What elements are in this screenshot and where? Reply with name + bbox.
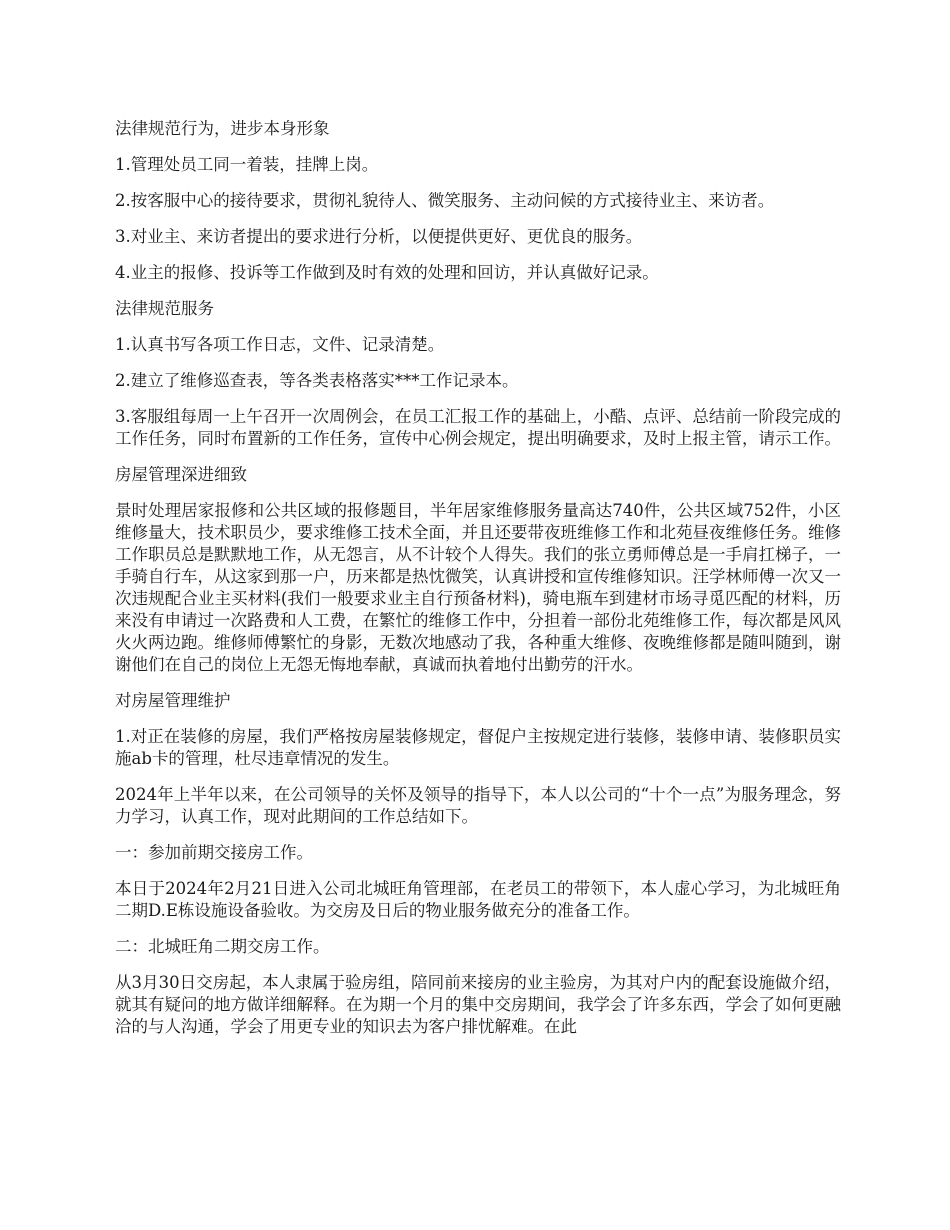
paragraph: 景时处理居家报修和公共区域的报修题目，半年居家维修服务量高达740件，公共区域752件，小区维修量大，技术职员少，要求维修工技术全面，并且还要带夜班维修工作和北苑昼夜维修任务。维修工作职员总是默默地工作，从无怨言，从不计较个人得失。我们的张立勇师傅总是一手肩扛梯子，一手骑自行车，从这家到那一户，历来都是热忱微笑，认真讲授和宣传维修知识。汪学林师傅一次又一次违规配合业主买材料(我们一般要求业主自行预备材料)，骑电瓶车到建材市场寻觅匹配的材料，历来没有申请过一次路费和人工费，在繁忙的维修工作中，分担着一部份北苑维修工作，每次都是风风火火两边跑。维修师傅繁忙的身影，无数次地感动了我，各种重大维修、夜晚维修都是随叫随到，谢谢他们在自己的岗位上无怨无悔地奉献，真诚而执着地付出勤劳的汗水。 xyxy=(115,501,841,674)
section-heading-service: 法律规范服务 xyxy=(115,299,214,318)
paragraph: 1.认真书写各项工作日志，文件、记录清楚。 xyxy=(115,335,445,354)
paragraph: 1.对正在装修的房屋，我们严格按房屋装修规定，督促户主按规定进行装修，装修申请、装修职员实施ab卡的管理，杜尽违章情况的发生。 xyxy=(115,727,841,768)
paragraph: 本日于2024年2月21日进入公司北城旺角管理部，在老员工的带领下，本人虚心学习，为北城旺角二期D.E栋设施设备验收。为交房及日后的物业服务做充分的准备工作。 xyxy=(115,879,841,920)
paragraph: 4.业主的报修、投诉等工作做到及时有效的处理和回访，并认真做好记录。 xyxy=(115,263,659,282)
section-heading-maintenance: 对房屋管理维护 xyxy=(115,691,231,710)
paragraph: 2.建立了维修巡查表，等各类表格落实***工作记录本。 xyxy=(115,371,519,390)
document-page xyxy=(115,118,841,1052)
section-heading-phase2: 二：北城旺角二期交房工作。 xyxy=(115,937,330,956)
section-heading-conduct: 法律规范行为，进步本身形象 xyxy=(115,119,330,138)
paragraph: 2024年上半年以来，在公司领导的关怀及领导的指导下，本人以公司的“十个一点”为服务理念，努力学习，认真工作，现对此期间的工作总结如下。 xyxy=(115,785,841,826)
paragraph: 从3月30日交房起，本人隶属于验房组，陪同前来接房的业主验房，为其对户内的配套设施做介绍，就其有疑问的地方做详细解释。在为期一个月的集中交房期间，我学会了许多东西，学会了如何更融洽的与人沟通，学会了用更专业的知识去为客户排忧解难。在此 xyxy=(115,973,841,1036)
paragraph: 3.对业主、来访者提出的要求进行分析，以便提供更好、更优良的服务。 xyxy=(115,227,643,246)
paragraph: 1.管理处员工同一着装，挂牌上岗。 xyxy=(115,155,379,174)
section-heading-handover: 一：参加前期交接房工作。 xyxy=(115,843,313,862)
section-heading-housing: 房屋管理深进细致 xyxy=(115,465,247,484)
paragraph: 2.按客服中心的接待要求，贯彻礼貌待人、微笑服务、主动问候的方式接待业主、来访者。 xyxy=(115,191,775,210)
paragraph: 3.客服组每周一上午召开一次周例会，在员工汇报工作的基础上，小酷、点评、总结前一阶段完成的工作任务，同时布置新的工作任务，宣传中心例会规定，提出明确要求，及时上报主管，请示工作。 xyxy=(115,407,841,448)
